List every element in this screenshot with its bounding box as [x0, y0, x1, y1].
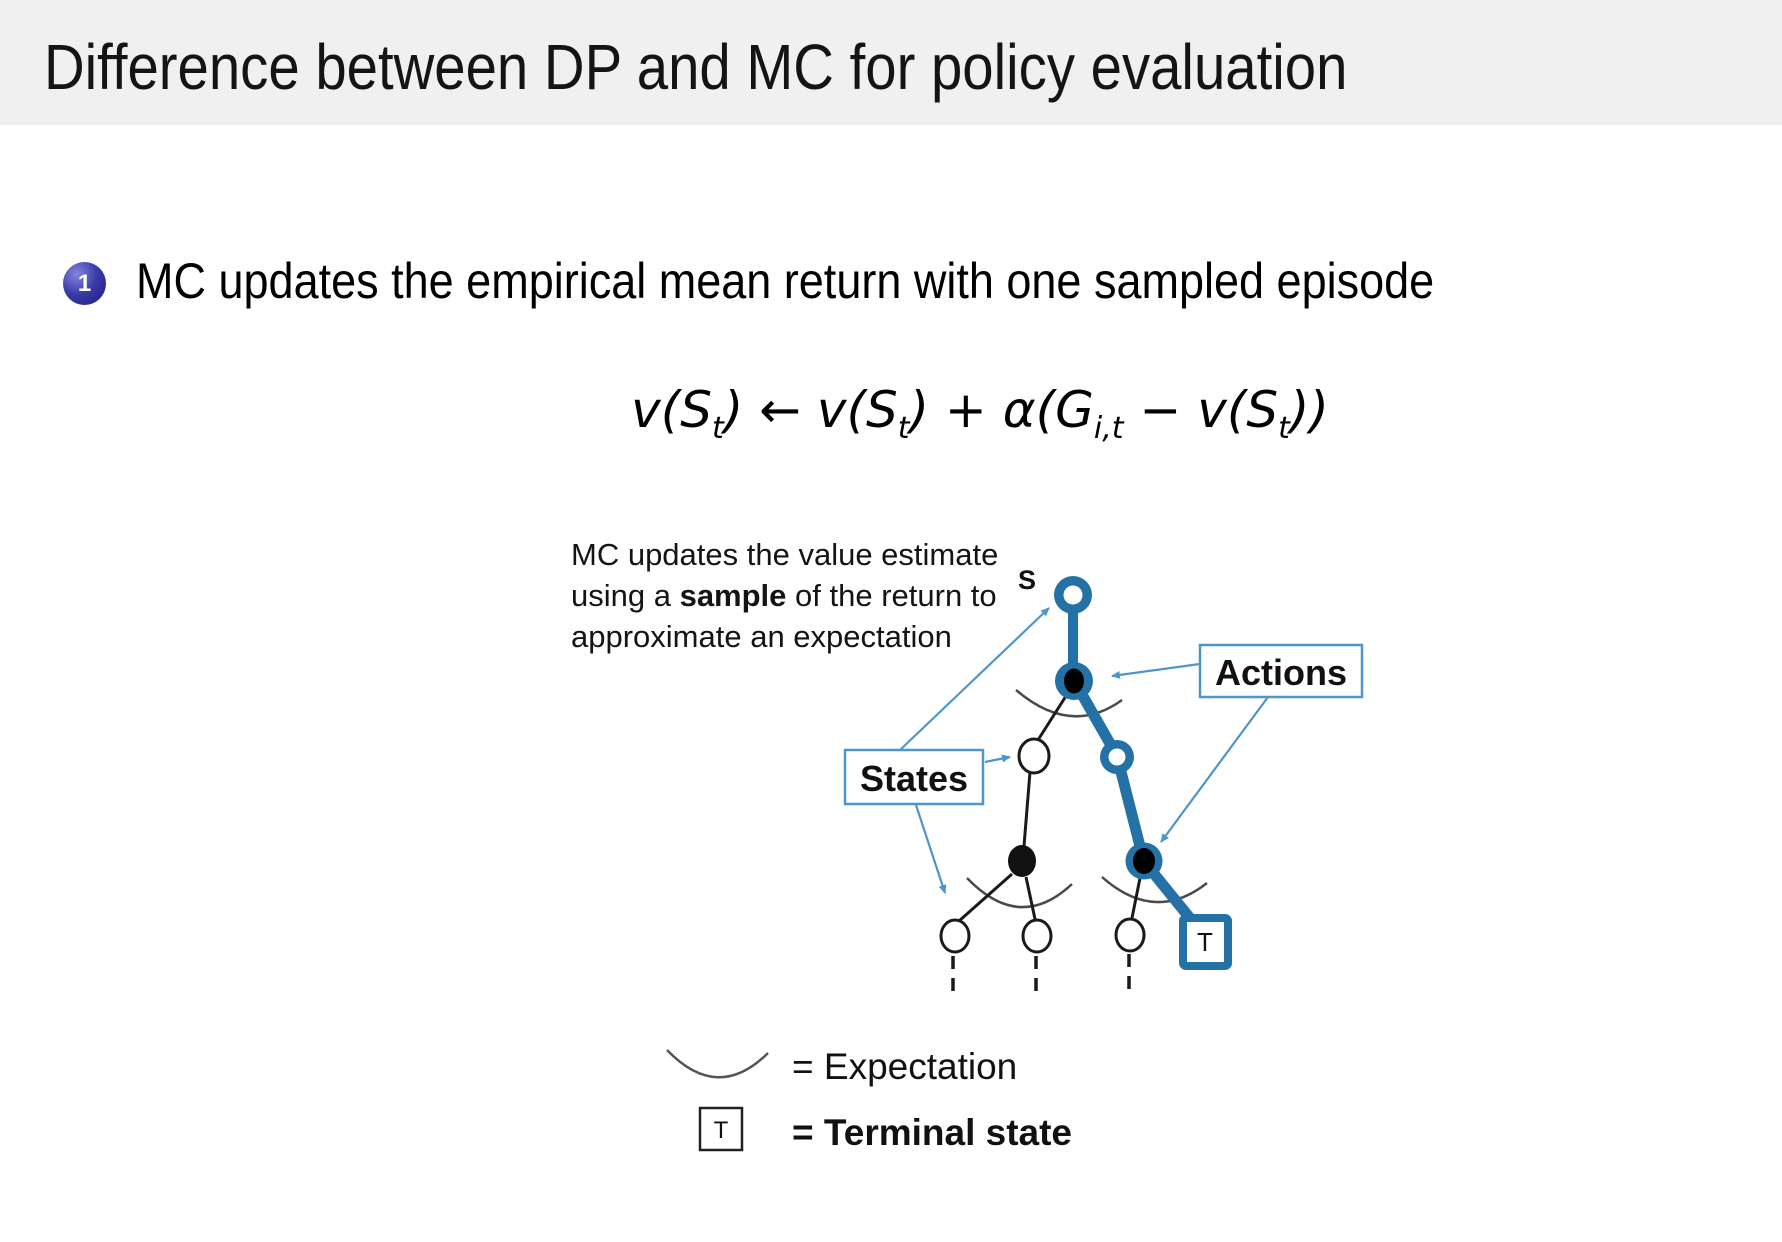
- formula-subscript: t: [711, 411, 724, 446]
- legend-expectation-text: = Expectation: [792, 1046, 1018, 1087]
- formula-part: ) ← v(S: [723, 381, 898, 439]
- tree-edge: [1024, 772, 1030, 846]
- expectation-arc: [967, 878, 1072, 907]
- states-to-state-arrow: [985, 757, 1010, 762]
- formula-inner: [631, 381, 1329, 446]
- action-node: [1008, 845, 1036, 877]
- states-to-bottom-state-arrow: [916, 805, 945, 893]
- states-to-root-arrow: [900, 608, 1049, 750]
- caption-line1: MC updates the value estimate: [571, 537, 999, 572]
- root-state-node-center: [1064, 586, 1083, 605]
- state-node: [1019, 739, 1049, 773]
- bullet-text: MC updates the empirical mean return with one sampled episode: [136, 253, 1435, 309]
- sampled-action-node-2-core: [1133, 848, 1155, 874]
- caption-line3: approximate an expectation: [571, 619, 952, 654]
- tree-edge: [1026, 877, 1035, 919]
- legend-terminal-text: = Terminal state: [792, 1112, 1073, 1153]
- slide-title: Difference between DP and MC for policy evaluation: [44, 31, 1348, 103]
- tree-edge: [1038, 696, 1066, 740]
- actions-to-action-arrow: [1112, 664, 1200, 676]
- legend-terminal-box-label: T: [713, 1117, 729, 1144]
- sampled-action-node-core: [1064, 669, 1084, 694]
- formula-part: )): [1289, 381, 1329, 439]
- actions-to-sampled-action-arrow: [1161, 697, 1268, 842]
- tree-edge: [959, 874, 1012, 921]
- legend-expectation-arc-icon: [667, 1050, 768, 1077]
- state-node: [1023, 920, 1051, 952]
- formula-part: v(S: [631, 381, 712, 439]
- state-node: [1116, 919, 1144, 951]
- states-callout-label: States: [859, 758, 969, 799]
- caption-line2-pre: using a: [571, 578, 680, 613]
- bullet-ball-icon: [63, 262, 106, 305]
- formula-part: − v(S: [1123, 381, 1279, 439]
- bullet-number: 1: [77, 269, 92, 297]
- formula-subscript: t: [1278, 411, 1290, 446]
- root-state-s-label: S: [1017, 565, 1036, 595]
- mc-update-formula: [0, 381, 1782, 446]
- sampled-state-node-center: [1109, 749, 1126, 766]
- actions-callout-label: Actions: [1214, 652, 1348, 693]
- formula-subscript: t: [897, 411, 910, 446]
- terminal-state-label: T: [1197, 927, 1213, 957]
- formula-part: ) + α(G: [909, 381, 1094, 439]
- caption-line2-bold: sample: [679, 578, 787, 613]
- state-node: [941, 920, 969, 952]
- backup-diagram: [540, 450, 1400, 1160]
- caption-line2-post: of the return to: [786, 578, 997, 613]
- formula-subscript: i,t: [1093, 411, 1124, 446]
